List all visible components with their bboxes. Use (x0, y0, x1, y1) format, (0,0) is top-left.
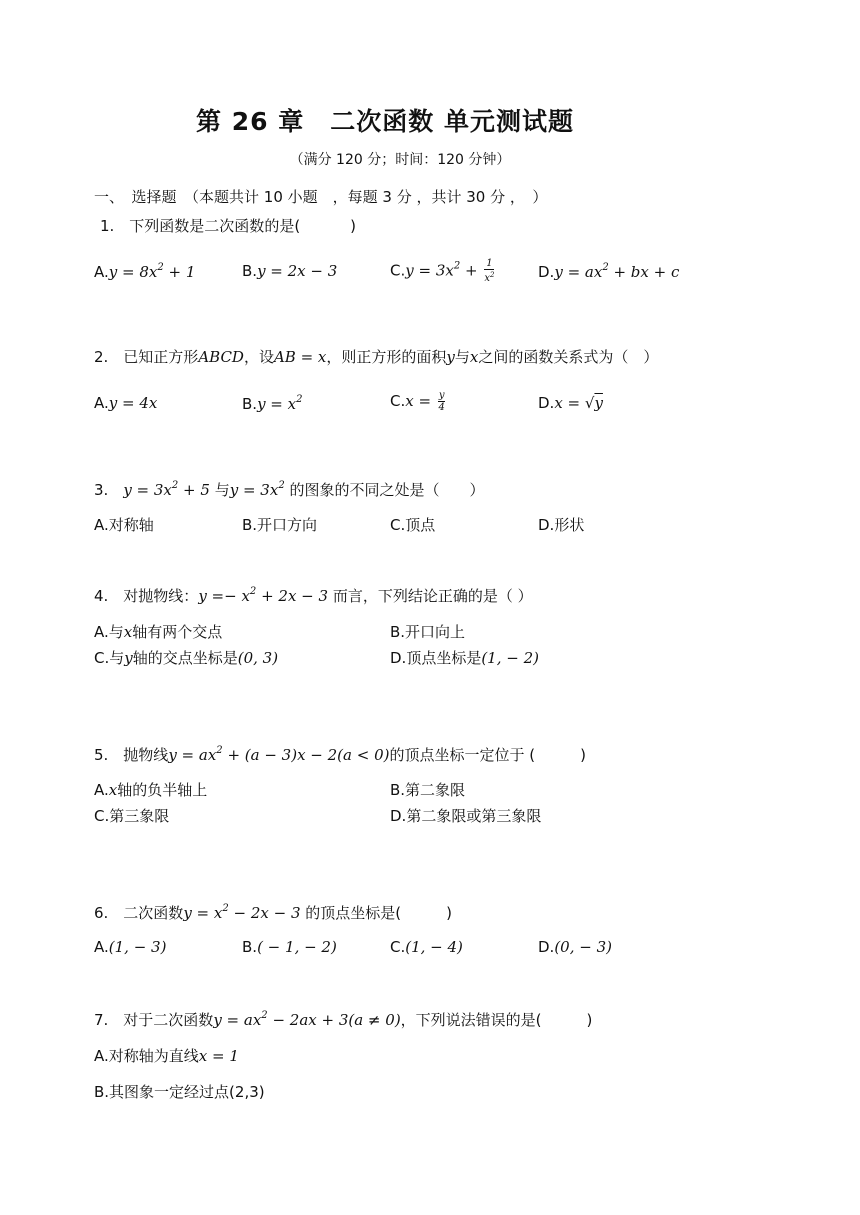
q4-option-a (94, 621, 222, 642)
text-fragment: y = 3x (229, 481, 279, 499)
text-fragment: x (484, 273, 490, 284)
text-fragment: A. (94, 781, 109, 799)
question-6-stem (94, 902, 452, 923)
text-fragment: C. (390, 938, 406, 956)
text-fragment: (1, − 3) (108, 938, 167, 956)
q3-option-d: D.形状 (538, 516, 585, 534)
question-1-stem (100, 215, 356, 236)
text-fragment: − 2ax + 3(a ≠ 0) (267, 1011, 401, 1029)
text-fragment: + 2x − 3 (256, 587, 329, 605)
question-7-stem (94, 1009, 592, 1030)
text-fragment: 7. 对于二次函数 (94, 1011, 214, 1029)
text-fragment: 3. (94, 481, 124, 499)
text-fragment: 2 (602, 262, 609, 273)
fraction (438, 390, 446, 413)
text-fragment: 的图象的不同之处是（ ） (284, 481, 485, 499)
text-fragment: 2. 已知正方形 (94, 348, 199, 366)
text-fragment: (0, − 3) (554, 938, 612, 956)
text-fragment: D.顶点坐标是 (390, 649, 482, 667)
text-fragment: 5. 抛物线 (94, 746, 169, 764)
question-2-stem (94, 346, 658, 367)
q5-option-b: B.第二象限 (390, 781, 466, 799)
q7-option-a (94, 1045, 239, 1066)
text-fragment: y = ax (554, 263, 603, 281)
text-fragment: 2 (453, 260, 461, 272)
q6-option-c (390, 938, 463, 956)
text-fragment: x (108, 781, 118, 799)
text-fragment: B. (242, 938, 258, 956)
text-fragment: 6. 二次函数 (94, 904, 184, 922)
text-fragment: y (594, 394, 603, 412)
q3-option-b: B.开口方向 (242, 516, 318, 534)
text-fragment: A. (94, 263, 109, 281)
q5-option-d: D.第二象限或第三象限 (390, 807, 542, 825)
question-5-stem (94, 744, 586, 765)
q3-option-c: C.顶点 (390, 516, 436, 534)
q6-option-b (242, 938, 337, 956)
q2-option-b (242, 394, 302, 413)
text-fragment: 轴有两个交点 (132, 623, 223, 641)
text-fragment: B. (242, 395, 258, 413)
text-fragment: y (446, 348, 455, 366)
q1-option-a (94, 262, 195, 281)
text-fragment: y = ax (213, 1011, 262, 1029)
text-fragment: ，下列说法错误的是( ) (400, 1011, 593, 1029)
text-fragment: D. (538, 394, 555, 412)
text-fragment: (0, 3) (237, 649, 279, 667)
text-fragment: + (460, 261, 483, 280)
fraction (484, 258, 494, 284)
page-title: 第 26 章 二次函数 单元测试题 (196, 107, 574, 136)
q1-option-d (538, 262, 679, 281)
q1-option-b (242, 262, 337, 280)
q4-option-c (94, 647, 278, 668)
text-fragment: 1. 下列函数是二次函数的是( (100, 217, 301, 235)
text-fragment: 轴的交点坐标是 (132, 649, 238, 667)
text-fragment: + (a − 3)x − 2(a < 0) (222, 746, 390, 764)
q5-option-a (94, 779, 207, 800)
text-fragment: C. (390, 261, 406, 280)
text-fragment: A.与 (94, 623, 124, 641)
text-fragment: ( − 1, − 2) (257, 938, 337, 956)
text-fragment: y = x (257, 395, 297, 413)
text-fragment: + 1 (163, 263, 196, 281)
text-fragment: y = 3x (123, 481, 172, 499)
text-fragment: x (469, 348, 479, 366)
text-fragment: y = 3x (405, 261, 454, 280)
q6-option-d (538, 938, 612, 956)
text-fragment: 4. 对抛物线： (94, 587, 199, 605)
text-fragment: 与 (209, 481, 230, 499)
text-fragment: (1, − 2) (481, 649, 539, 667)
q2-option-c (390, 390, 445, 413)
q1-option-c (390, 258, 494, 284)
q2-option-a (94, 394, 157, 412)
text-fragment: y = 2x − 3 (257, 262, 338, 280)
text-fragment: 2 (261, 1010, 268, 1021)
fraction-denominator (484, 270, 494, 284)
text-fragment: 的顶点坐标是( ) (300, 904, 452, 922)
text-fragment: ，则正方形的面积 (326, 348, 447, 366)
text-fragment: 2 (296, 394, 303, 405)
text-fragment: y = ax (168, 746, 217, 764)
question-3-stem (94, 479, 484, 500)
q4-option-b: B.开口向上 (390, 623, 466, 641)
text-fragment: ABCD (198, 348, 244, 366)
q3-option-a: A.对称轴 (94, 516, 154, 534)
text-fragment: 2 (157, 262, 164, 273)
text-fragment: A.对称轴为直线 (94, 1047, 199, 1065)
text-fragment: 而言，下列结论正确的是（ ） (328, 587, 533, 605)
text-fragment: − 2x − 3 (228, 904, 301, 922)
text-fragment: 之间的函数关系式为（ ） (478, 348, 659, 366)
text-fragment: AB = x (273, 348, 327, 366)
text-fragment: 2 (216, 745, 223, 756)
text-fragment: x = 1 (198, 1047, 239, 1065)
text-fragment: 2 (278, 480, 285, 491)
text-fragment: y = x (183, 904, 223, 922)
text-fragment: ) (350, 217, 357, 235)
text-fragment: 2 (249, 586, 257, 597)
q4-option-d (390, 647, 539, 668)
section-heading: 一、 选择题 （本题共计 10 小题 ，每题 3 分 ，共计 30 分 ， ） (94, 188, 548, 206)
exam-info: （满分 120 分；时间：120 分钟） (289, 152, 511, 168)
text-fragment: A. (94, 394, 109, 412)
text-fragment: 轴的负半轴上 (117, 781, 208, 799)
text-fragment: 2 (171, 480, 179, 491)
text-fragment: 与 (454, 348, 470, 366)
q2-option-d (538, 394, 603, 412)
text-fragment: 4 (438, 402, 445, 413)
text-fragment: y =− x (198, 587, 250, 605)
text-fragment: y (438, 390, 445, 401)
text-fragment: ，设 (243, 348, 274, 366)
q7-option-b: B.其图象一定经过点(2,3) (94, 1083, 265, 1101)
text-fragment: 2 (222, 903, 229, 914)
text-fragment: x (123, 623, 133, 641)
text-fragment: x = √ (554, 394, 595, 412)
text-fragment: D. (538, 263, 555, 281)
text-fragment: x = (405, 392, 436, 410)
text-fragment: + 5 (178, 481, 210, 499)
text-fragment: 的顶点坐标一定位于 ( ) (389, 746, 586, 764)
text-fragment: y = 4x (108, 394, 158, 412)
text-fragment: D. (538, 938, 555, 956)
text-fragment: + bx + c (608, 263, 680, 281)
q6-option-a (94, 938, 166, 956)
text-fragment: B. (242, 262, 258, 280)
text-fragment: (1, − 4) (405, 938, 463, 956)
text-fragment: A. (94, 938, 109, 956)
text-fragment: C. (390, 392, 406, 410)
text-fragment: C.与 (94, 649, 125, 667)
text-fragment: 2 (489, 271, 495, 279)
text-fragment: 1 (486, 258, 493, 269)
text-fragment: y (124, 649, 133, 667)
text-fragment: y = 8x (108, 263, 158, 281)
q5-option-c: C.第三象限 (94, 807, 170, 825)
question-4-stem (94, 585, 533, 606)
